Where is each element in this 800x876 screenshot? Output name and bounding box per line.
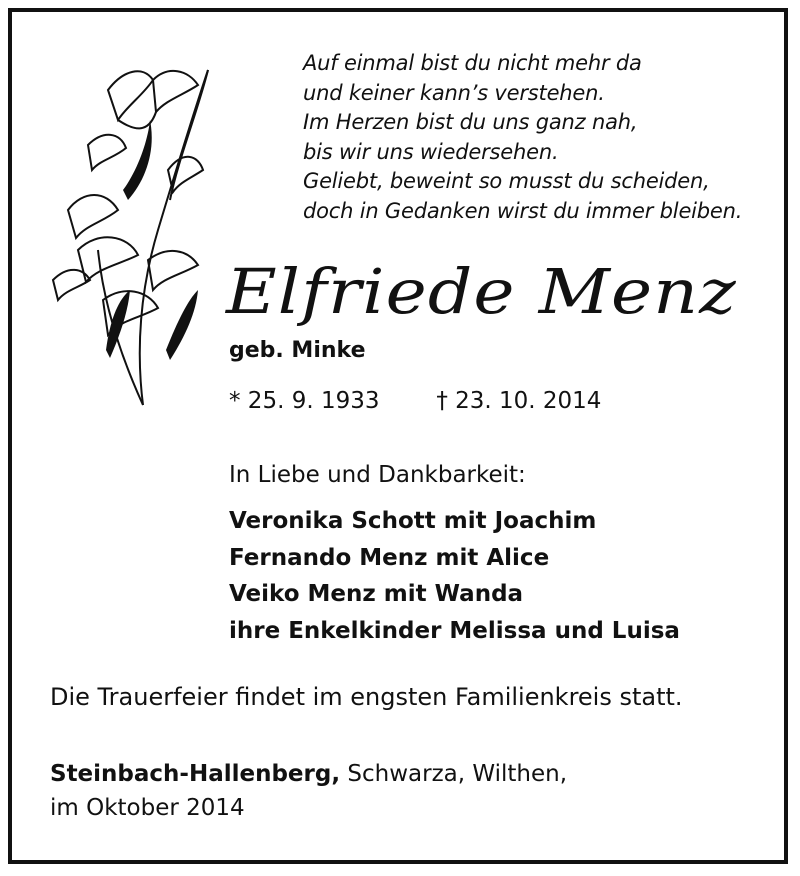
- death-date: † 23. 10. 2014: [436, 388, 602, 414]
- place-rest: Schwarza, Wilthen,: [340, 761, 568, 787]
- mourner-line: ihre Enkelkinder Melissa und Luisa: [229, 617, 680, 644]
- birth-date: * 25. 9. 1933: [229, 388, 380, 414]
- ceremony-note: Die Trauerfeier findet im engsten Familienkreis statt.: [50, 683, 683, 711]
- place-line: [50, 757, 567, 791]
- mourner-line: Fernando Menz mit Alice: [229, 544, 550, 571]
- deceased-name: Elfriede Menz: [226, 255, 737, 328]
- poem: [303, 49, 742, 226]
- poem-line: Geliebt, beweint so musst du scheiden,: [303, 169, 710, 193]
- place-and-date: [50, 757, 567, 825]
- mourner-line: Veiko Menz mit Wanda: [229, 581, 524, 607]
- poem-line: Im Herzen bist du uns ganz nah,: [303, 110, 638, 134]
- poem-line: und keiner kann’s verstehen.: [303, 80, 605, 105]
- mourners-list: [229, 503, 680, 649]
- life-dates: [229, 388, 601, 414]
- poem-line: Auf einmal bist du nicht mehr da: [303, 51, 642, 75]
- birth-name: geb. Minke: [229, 338, 366, 363]
- mourner-line: Veronika Schott mit Joachim: [229, 508, 597, 534]
- lily-flower-illustration-icon: [48, 50, 218, 410]
- place-primary: Steinbach-Hallenberg,: [50, 761, 341, 787]
- date-line: im Oktober 2014: [50, 795, 245, 821]
- poem-line: bis wir uns wiedersehen.: [303, 139, 559, 164]
- mourners-label: In Liebe und Dankbarkeit:: [229, 462, 526, 488]
- poem-line: doch in Gedanken wirst du immer bleiben.: [303, 198, 743, 223]
